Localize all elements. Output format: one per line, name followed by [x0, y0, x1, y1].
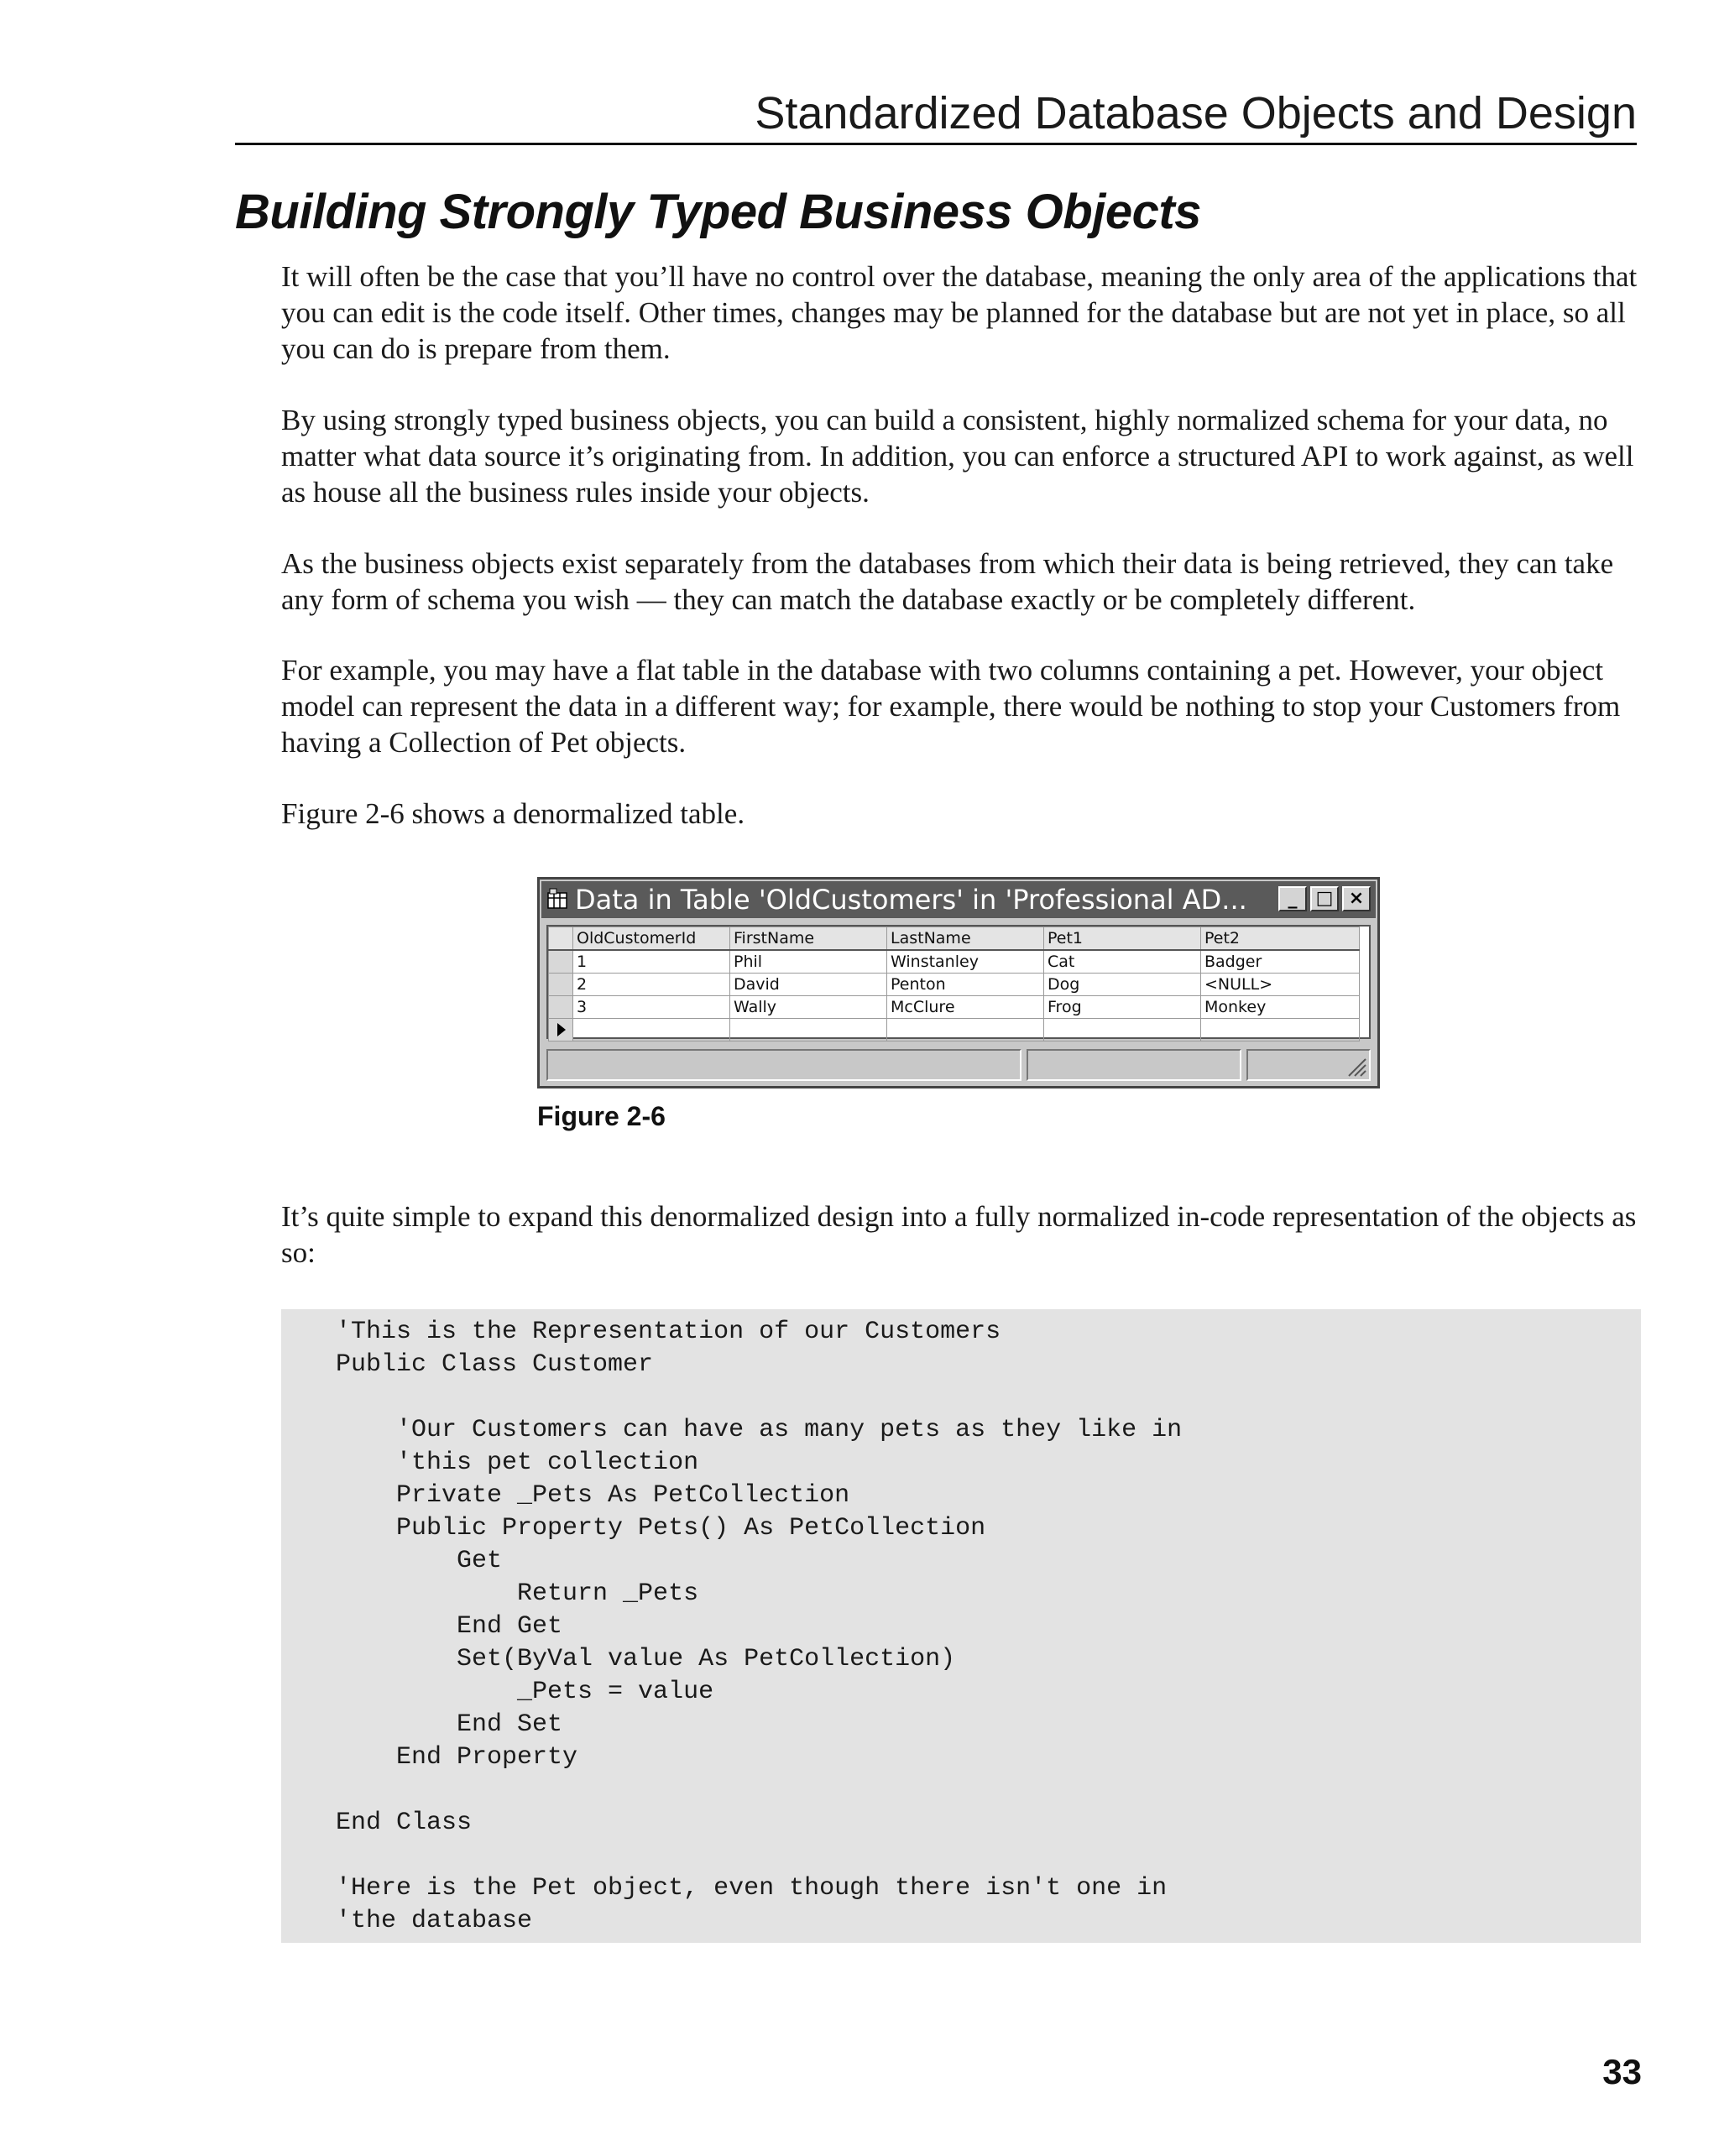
table-cell[interactable]: Frog: [1044, 996, 1201, 1019]
row-selector-header: [549, 927, 573, 951]
minimize-button[interactable]: _: [1278, 886, 1307, 911]
paragraph-5: Figure 2-6 shows a denormalized table.: [281, 797, 745, 830]
row-selector[interactable]: [549, 974, 573, 996]
table-cell[interactable]: [1044, 1019, 1201, 1041]
maximize-button[interactable]: □: [1310, 886, 1339, 911]
column-header[interactable]: Pet2: [1201, 927, 1360, 951]
table-cell[interactable]: Wally: [730, 996, 887, 1019]
table-cell[interactable]: Phil: [730, 950, 887, 974]
table-row[interactable]: [549, 950, 1360, 974]
table-icon: [546, 888, 570, 911]
table-cell[interactable]: David: [730, 974, 887, 996]
table-cell[interactable]: Winstanley: [887, 950, 1044, 974]
table-row[interactable]: [549, 974, 1360, 996]
figure-caption: Figure 2-6: [537, 1101, 666, 1131]
table-cell[interactable]: [887, 1019, 1044, 1041]
paragraph-6: It’s quite simple to expand this denormalized design into a fully normalized in-code representation of the objects as so:: [281, 1200, 1637, 1269]
page-number: 33: [1602, 2052, 1642, 2091]
window-title: Data in Table 'OldCustomers' in 'Professional AD...: [575, 884, 1247, 916]
table-cell[interactable]: [1201, 1019, 1360, 1041]
close-button[interactable]: ×: [1342, 886, 1371, 911]
table-cell[interactable]: [730, 1019, 887, 1041]
status-pane: [1027, 1049, 1241, 1081]
column-header[interactable]: FirstName: [730, 927, 887, 951]
row-pointer-icon: [557, 1023, 566, 1036]
paragraph-1: It will often be the case that you’ll have no control over the database, meaning the only area of the applications that you can edit is the code itself. Other times, changes may be planned for the database but are not yet in place, so all you can do is prepare from them.: [281, 260, 1638, 365]
table-cell[interactable]: Cat: [1044, 950, 1201, 974]
table-cell[interactable]: Dog: [1044, 974, 1201, 996]
data-grid: [546, 925, 1371, 1039]
table-cell[interactable]: 1: [573, 950, 730, 974]
row-selector[interactable]: [549, 950, 573, 974]
table-cell[interactable]: <NULL>: [1201, 974, 1360, 996]
new-row-selector[interactable]: [549, 1019, 573, 1041]
table-cell[interactable]: McClure: [887, 996, 1044, 1019]
table-cell[interactable]: [573, 1019, 730, 1041]
column-header[interactable]: LastName: [887, 927, 1044, 951]
table-cell[interactable]: Badger: [1201, 950, 1360, 974]
status-bar: [546, 1049, 1371, 1081]
table-row[interactable]: [549, 996, 1360, 1019]
table-cell[interactable]: 2: [573, 974, 730, 996]
paragraph-2: By using strongly typed business objects, you can build a consistent, highly normalized schema for your data, no matter what data source it’s originating from. In addition, you can enforce a structured API to work against, as well as house all the business rules inside your objects.: [281, 404, 1634, 509]
status-pane: [546, 1049, 1021, 1081]
code-listing: [281, 1309, 1641, 1943]
column-header[interactable]: Pet1: [1044, 927, 1201, 951]
figure-screenshot-window: [537, 877, 1380, 1088]
resize-grip-icon[interactable]: [1345, 1056, 1367, 1078]
column-header[interactable]: OldCustomerId: [573, 927, 730, 951]
running-header: Standardized Database Objects and Design: [235, 84, 1637, 145]
window-title-bar: [541, 881, 1376, 918]
new-row[interactable]: [549, 1019, 1360, 1041]
paragraph-3: As the business objects exist separately from the databases from which their data is being retrieved, they can take any form of schema you wish — they can match the database exactly or be completely different.: [281, 547, 1614, 616]
table-cell[interactable]: Penton: [887, 974, 1044, 996]
code-text: 'This is the Representation of our Customers Public Class Customer 'Our Customers can have as many pets as they like in 'this pet collection Private _Pets As PetCollection Public Property Pets() As PetCollection Get Return _Pets End Get Set(ByVal value As PetCollection) _Pets = value End Set End Property End Class 'Here is the Pet object, even though there isn't one in 'the database: [336, 1318, 1183, 1935]
header-row: [549, 927, 1360, 951]
row-selector[interactable]: [549, 996, 573, 1019]
table-cell[interactable]: Monkey: [1201, 996, 1360, 1019]
section-title: Building Strongly Typed Business Objects: [235, 185, 1201, 239]
paragraph-4: For example, you may have a flat table in the database with two columns containing a pet. However, your object model can represent the data in a different way; for example, there would be nothing to stop your Customers from having a Collection of Pet objects.: [281, 654, 1621, 759]
data-table: [548, 927, 1360, 1041]
table-cell[interactable]: 3: [573, 996, 730, 1019]
